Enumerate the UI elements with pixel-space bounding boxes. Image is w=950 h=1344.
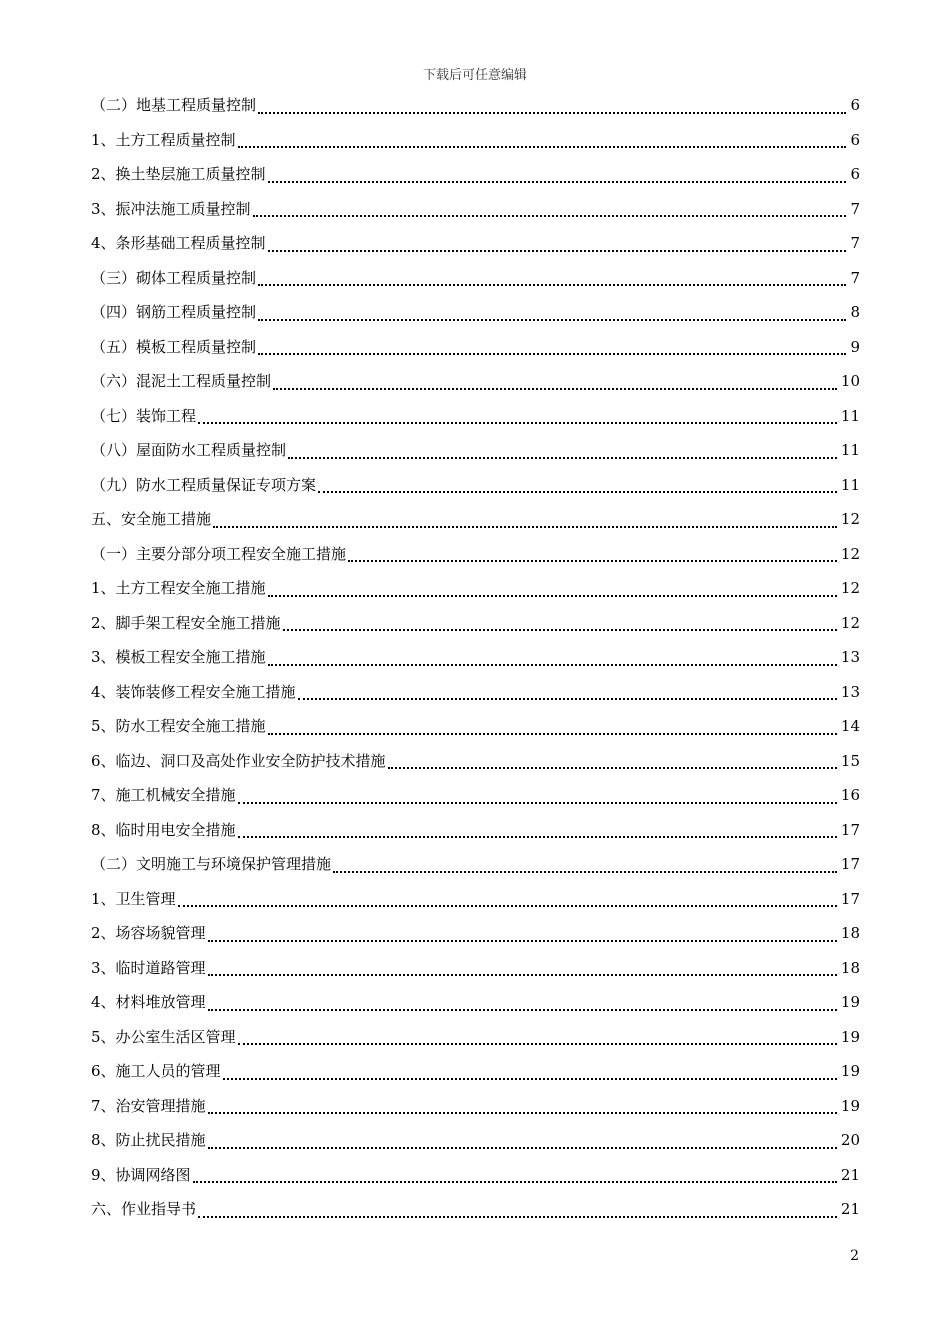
toc-leader-dots: [258, 112, 846, 114]
toc-entry[interactable]: [91, 985, 860, 1020]
toc-entry-title: 6、施工人员的管理: [91, 1062, 221, 1080]
toc-entry-title: 7、施工机械安全措施: [91, 786, 236, 804]
toc-entry-title: 5、办公室生活区管理: [91, 1027, 236, 1046]
toc-entry[interactable]: [91, 778, 860, 813]
toc-entry-title: 3、振冲法施工质量控制: [91, 199, 251, 218]
toc-entry-page: 21: [840, 1200, 860, 1218]
toc-entry[interactable]: [91, 88, 860, 123]
toc-entry-page: 19: [840, 1096, 860, 1115]
toc-entry-page: 17: [840, 889, 860, 908]
toc-entry[interactable]: [91, 537, 860, 572]
toc-entry-title: 6、临边、洞口及高处作业安全防护技术措施: [91, 751, 386, 770]
toc-entry-title: 7、治安管理措施: [91, 1096, 206, 1115]
toc-entry[interactable]: [91, 1192, 860, 1227]
toc-leader-dots: [268, 595, 837, 597]
toc-entry[interactable]: [91, 1089, 860, 1124]
toc-entry-page: 7: [850, 268, 860, 287]
toc-leader-dots: [283, 629, 837, 631]
toc-leader-dots: [258, 284, 846, 286]
toc-leader-dots: [268, 733, 837, 735]
toc-entry-page: 17: [840, 855, 860, 873]
toc-entry-title: 2、脚手架工程安全施工措施: [91, 613, 281, 632]
toc-entry-title: 3、模板工程安全施工措施: [91, 648, 266, 666]
toc-entry-page: 18: [840, 958, 860, 977]
toc-entry-page: 19: [840, 993, 860, 1011]
toc-entry-page: 21: [840, 1165, 860, 1184]
toc-entry-title: 五、安全施工措施: [91, 510, 212, 528]
toc-entry-title: 8、防止扰民措施: [91, 1131, 206, 1149]
toc-leader-dots: [258, 353, 846, 355]
toc-entry[interactable]: [91, 675, 860, 710]
toc-entry-title: 1、卫生管理: [91, 889, 176, 908]
toc-entry-page: 18: [840, 924, 860, 942]
toc-leader-dots: [198, 1216, 837, 1218]
toc-entry-title: 2、换土垫层施工质量控制: [91, 165, 266, 183]
toc-entry-title: （二）地基工程质量控制: [91, 96, 257, 114]
toc-entry-page: 19: [840, 1062, 860, 1080]
toc-entry-page: 20: [840, 1131, 860, 1149]
toc-entry[interactable]: [91, 502, 860, 537]
toc-entry[interactable]: [91, 571, 860, 606]
toc-entry-page: 6: [850, 165, 860, 183]
toc-entry-page: 12: [840, 613, 860, 632]
toc-leader-dots: [208, 940, 837, 942]
toc-entry-page: 13: [840, 648, 860, 666]
toc-leader-dots: [268, 181, 847, 183]
toc-entry-page: 11: [840, 441, 860, 459]
toc-entry-title: （五）模板工程质量控制: [91, 337, 257, 356]
toc-entry-page: 16: [840, 786, 860, 804]
toc-entry-page: 12: [840, 544, 860, 563]
toc-leader-dots: [273, 388, 837, 390]
toc-entry[interactable]: [91, 468, 860, 503]
toc-leader-dots: [333, 871, 837, 873]
toc-leader-dots: [208, 1009, 837, 1011]
toc-leader-dots: [208, 1147, 837, 1149]
toc-entry-title: 5、防水工程安全施工措施: [91, 717, 266, 735]
toc-leader-dots: [208, 1112, 837, 1114]
toc-entry[interactable]: [91, 640, 860, 675]
toc-entry-title: （六）混泥土工程质量控制: [91, 372, 272, 390]
toc-entry-page: 19: [840, 1027, 860, 1046]
toc-entry-page: 12: [840, 579, 860, 597]
toc-entry-title: 1、土方工程安全施工措施: [91, 579, 266, 597]
toc-leader-dots: [238, 802, 837, 804]
toc-entry[interactable]: [91, 157, 860, 192]
toc-entry-title: 3、临时道路管理: [91, 958, 206, 977]
toc-leader-dots: [238, 836, 837, 838]
toc-entry-page: 11: [840, 406, 860, 425]
toc-entry[interactable]: [91, 882, 860, 917]
toc-leader-dots: [288, 457, 837, 459]
toc-entry[interactable]: [91, 951, 860, 986]
toc-entry[interactable]: [91, 330, 860, 365]
toc-entry-title: 4、条形基础工程质量控制: [91, 234, 266, 252]
toc-leader-dots: [193, 1181, 837, 1183]
toc-entry[interactable]: [91, 709, 860, 744]
toc-entry[interactable]: [91, 1020, 860, 1055]
toc-entry[interactable]: [91, 1158, 860, 1193]
toc-leader-dots: [238, 146, 847, 148]
toc-leader-dots: [213, 526, 837, 528]
toc-entry[interactable]: [91, 123, 860, 158]
toc-entry[interactable]: [91, 192, 860, 227]
toc-entry[interactable]: [91, 813, 860, 848]
toc-entry-title: （九）防水工程质量保证专项方案: [91, 475, 317, 494]
toc-entry-title: （二）文明施工与环境保护管理措施: [91, 855, 332, 873]
toc-entry[interactable]: [91, 916, 860, 951]
toc-entry-page: 7: [850, 234, 860, 252]
toc-leader-dots: [268, 250, 847, 252]
toc-entry-page: 11: [840, 475, 860, 494]
toc-entry-title: （三）砌体工程质量控制: [91, 268, 257, 287]
toc-leader-dots: [178, 905, 837, 907]
toc-entry[interactable]: [91, 399, 860, 434]
toc-entry[interactable]: [91, 1123, 860, 1158]
table-of-contents: [91, 88, 860, 1227]
toc-entry-title: 9、协调网络图: [91, 1165, 191, 1184]
page-header: 下载后可任意编辑: [422, 68, 527, 83]
toc-entry-page: 12: [840, 510, 860, 528]
toc-entry-title: 8、临时用电安全措施: [91, 820, 236, 839]
toc-entry-title: （一）主要分部分项工程安全施工措施: [91, 544, 347, 563]
toc-entry-title: 4、材料堆放管理: [91, 993, 206, 1011]
toc-entry-title: 1、土方工程质量控制: [91, 130, 236, 149]
toc-leader-dots: [268, 664, 837, 666]
toc-leader-dots: [318, 491, 837, 493]
toc-entry-title: 2、场容场貌管理: [91, 924, 206, 942]
toc-entry[interactable]: [91, 1054, 860, 1089]
toc-entry-title: 六、作业指导书: [91, 1200, 197, 1218]
toc-entry[interactable]: [91, 606, 860, 641]
page-number: 2: [850, 1248, 859, 1264]
toc-entry[interactable]: [91, 433, 860, 468]
toc-entry-page: 15: [840, 751, 860, 770]
toc-entry-page: 6: [850, 130, 860, 149]
toc-entry-page: 6: [850, 96, 860, 114]
toc-entry-page: 8: [850, 303, 860, 321]
toc-leader-dots: [298, 698, 837, 700]
toc-entry-title: （八）屋面防水工程质量控制: [91, 441, 287, 459]
toc-entry-title: （四）钢筋工程质量控制: [91, 303, 257, 321]
toc-leader-dots: [388, 767, 837, 769]
toc-entry-page: 7: [850, 199, 860, 218]
toc-leader-dots: [348, 560, 837, 562]
toc-entry[interactable]: [91, 744, 860, 779]
toc-entry[interactable]: [91, 295, 860, 330]
toc-entry-page: 14: [840, 717, 860, 735]
toc-entry-title: 4、装饰装修工程安全施工措施: [91, 682, 296, 701]
toc-leader-dots: [208, 974, 837, 976]
toc-entry[interactable]: [91, 364, 860, 399]
toc-leader-dots: [238, 1043, 837, 1045]
toc-entry-title: （七）装饰工程: [91, 406, 197, 425]
toc-leader-dots: [258, 319, 846, 321]
toc-entry[interactable]: [91, 226, 860, 261]
toc-leader-dots: [223, 1078, 837, 1080]
toc-entry-page: 13: [840, 682, 860, 701]
toc-entry-page: 9: [850, 337, 860, 356]
toc-entry-page: 17: [840, 820, 860, 839]
toc-entry-page: 10: [840, 372, 860, 390]
toc-entry[interactable]: [91, 847, 860, 882]
toc-leader-dots: [198, 422, 837, 424]
toc-leader-dots: [253, 215, 847, 217]
toc-entry[interactable]: [91, 261, 860, 296]
